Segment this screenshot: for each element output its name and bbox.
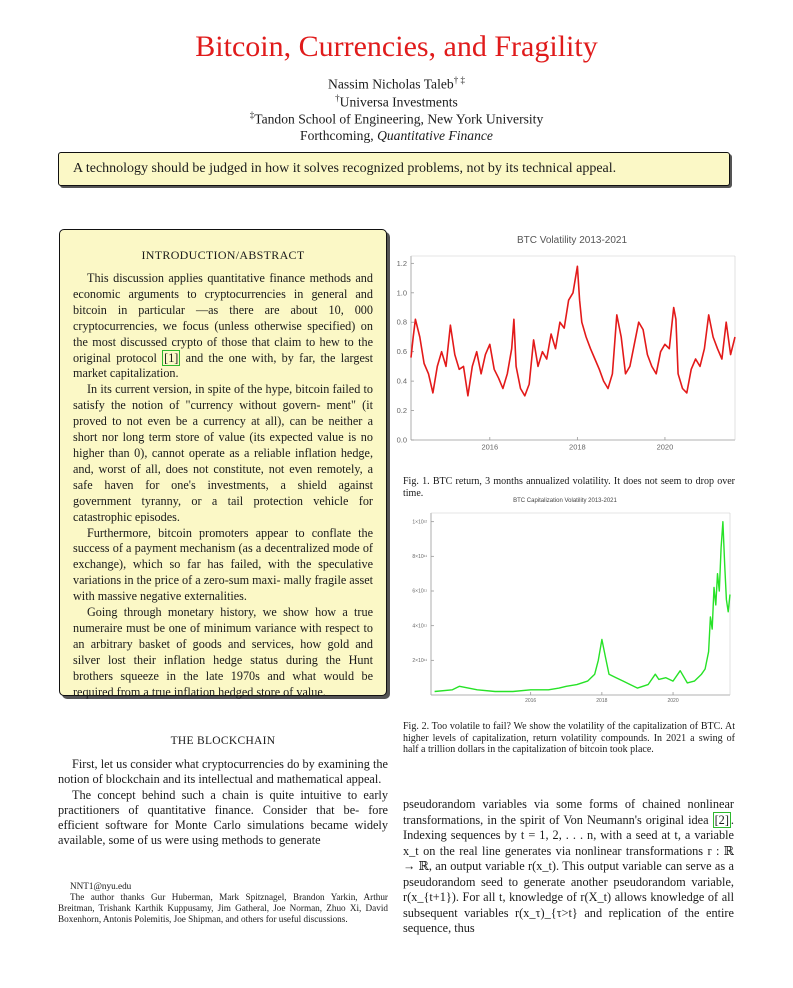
chart-axes — [431, 513, 730, 695]
y-tick-label: 8×10¹¹ — [412, 554, 427, 560]
paper-title: Bitcoin, Currencies, and Fragility — [195, 30, 598, 63]
y-tick-label: 6×10¹¹ — [412, 588, 427, 595]
affiliation-1 — [0, 93, 793, 111]
body-text-right — [403, 797, 734, 937]
author-name: Nassim Nicholas Taleb — [328, 76, 454, 92]
x-tick-label: 2020 — [667, 698, 679, 704]
chart-title: BTC Capitalization Volatility 2013-2021 — [513, 498, 617, 504]
body-paragraph-2: The concept behind such a chain is quite intuitive to early practitioners of quantitative finance. Consider that be- fore efficient software for Monte Carlo simulations became widely available, some of us were using methods to generate — [58, 787, 388, 848]
chart-axes — [411, 256, 735, 440]
y-tick-label: 2×10¹¹ — [412, 658, 427, 664]
right-text-a: pseudorandom variables via some forms of chained nonlinear transformations, in the spirit of Von Neumann's original idea — [403, 797, 734, 827]
abstract-paragraph-4: Going through monetary history, we show how a true numeraire must be one of minimum variance with respect to an arbitrary basket of goods and services, how gold and silver lost their inflation hedge status during the Hunt brothers squeeze in the late 1970s and what would be required from a true inflation hedged store of value. — [73, 605, 373, 699]
y-tick-label: 0.8 — [396, 317, 407, 327]
chart-series — [411, 266, 735, 396]
y-tick-label: 1.0 — [396, 288, 407, 298]
body-text-left — [58, 757, 388, 849]
footnote-thanks: The author thanks Gur Huberman, Mark Spitznagel, Brandon Yarkin, Arthur Breitman, Trishank Karthik Kuppusamy, Jim Gatheral, Joe Norman, Zhuo Xi, David Boxenhorn, Antonis Polemitis, Joe Shipman, and others for useful discussions. — [58, 892, 388, 924]
footnote — [58, 881, 388, 925]
chart-title: BTC Volatility 2013-2021 — [516, 235, 628, 246]
epigraph-box — [58, 152, 730, 186]
chart-series — [435, 522, 730, 692]
x-tick-label: 2020 — [656, 442, 674, 452]
figure-2-caption: Fig. 2. Too volatile to fail? We show the volatility of the capitalization of BTC. At higher levels of capitalization, return volatility compounds. In 2021 a swing of half a trillion dollars in the capitalization of bitcoin took place. — [403, 721, 735, 755]
section-heading: THE BLOCKCHAIN — [170, 735, 276, 747]
forthcoming-prefix: Forthcoming, — [300, 128, 378, 143]
x-tick-label: 2018 — [596, 698, 608, 704]
y-tick-label: 1×10¹² — [412, 519, 427, 526]
x-tick-label: 2018 — [569, 442, 586, 452]
series-line — [411, 266, 735, 396]
abstract-paragraph-3: Furthermore, bitcoin promoters appear to conflate the success of a payment mechanism (as a decentralized mode of exchange), which so far has failed, with the speculative variations in the price of a zero-sum maxi- mally fragile asset with massive negative externalities. — [73, 525, 373, 604]
footnote-email: NNT1@nyu.edu — [70, 881, 132, 891]
forthcoming-line — [0, 128, 793, 144]
epigraph-text: A technology should be judged in how it solves recognized problems, not by its technical appeal. — [73, 161, 617, 176]
abstract-paragraph-2: In its current version, in spite of the hype, bitcoin failed to satisfy the notion of "currency without govern- ment" (it proved to not even be a currency at all), can be neither a short nor long term store of value (its expected value is no higher than 0), cannot operate as a reliable inflation hedge, and, worst of all, does not constitute, not even remotely, a safe haven for one's investments, a shield against government tyranny, or a tail protection vehicle for catastrophic episodes. — [73, 382, 373, 524]
right-text-b: . Indexing sequences by t = 1, 2, . . . n, with a seed at t, a variable x_t on the real line generates via nonlinear transformations r : ℝ → ℝ, an output variable r(x_t). This output variable can serve as a pseudorandom seed to generate another pseudorandom variable, r(x_{t+1}). For all t, knowledge of r(X_t) allows knowledge of all subsequent variables r(x_τ)_{τ>t} and replication of the entire sequence, thus — [403, 812, 734, 935]
x-tick-label: 2016 — [481, 442, 499, 452]
body-paragraph-right — [403, 797, 734, 937]
journal-name: Quantitative Finance — [377, 128, 493, 143]
affil1-mark: † — [335, 93, 340, 103]
y-tick-label: 0.0 — [396, 435, 407, 445]
figure-1-caption: Fig. 1. BTC return, 3 months annualized volatility. It does not seem to drop over time. — [403, 476, 735, 499]
figure-2-chart — [395, 493, 740, 708]
y-tick-label: 0.4 — [396, 376, 407, 386]
y-tick-label: 1.2 — [396, 258, 407, 268]
figure-1-chart — [395, 228, 740, 473]
affil2-text: Tandon School of Engineering, New York University — [254, 111, 544, 127]
affiliation-2 — [0, 110, 793, 128]
affil1-text: Universa Investments — [339, 94, 458, 110]
y-tick-label: 0.2 — [396, 406, 407, 416]
abstract-p1-b: and the one with, by far, the largest market capitalization. — [73, 350, 373, 381]
abstract-title: INTRODUCTION/ABSTRACT — [141, 248, 305, 262]
y-tick-label: 0.6 — [396, 347, 407, 357]
affil2-mark: ‡ — [249, 110, 255, 120]
series-line — [435, 522, 730, 692]
abstract-p1-a: This discussion applies quantitative finance methods and economic arguments to cryptocurrencies in general and bitcoin in particular —as there are about 10, 000 cryptocurrencies, we focus (unless otherwise specified) on the most discussed crypto of those that claim to hew to the original protocol — [73, 271, 373, 365]
abstract-box — [59, 229, 387, 699]
y-tick-label: 4×10¹¹ — [412, 623, 427, 630]
chart-ticks — [412, 519, 678, 704]
citation-link-1[interactable]: [1] — [164, 350, 179, 365]
body-paragraph-1: First, let us consider what cryptocurrencies do by examining the notion of blockchain and its intellectual and mathematical appeal. — [58, 757, 388, 787]
citation-link-2[interactable]: [2] — [714, 812, 729, 827]
x-tick-label: 2016 — [525, 698, 537, 704]
author-marks: † ‡ — [453, 75, 465, 85]
abstract-text — [73, 271, 373, 700]
author-line — [0, 75, 793, 93]
abstract-paragraph-1 — [73, 271, 373, 382]
